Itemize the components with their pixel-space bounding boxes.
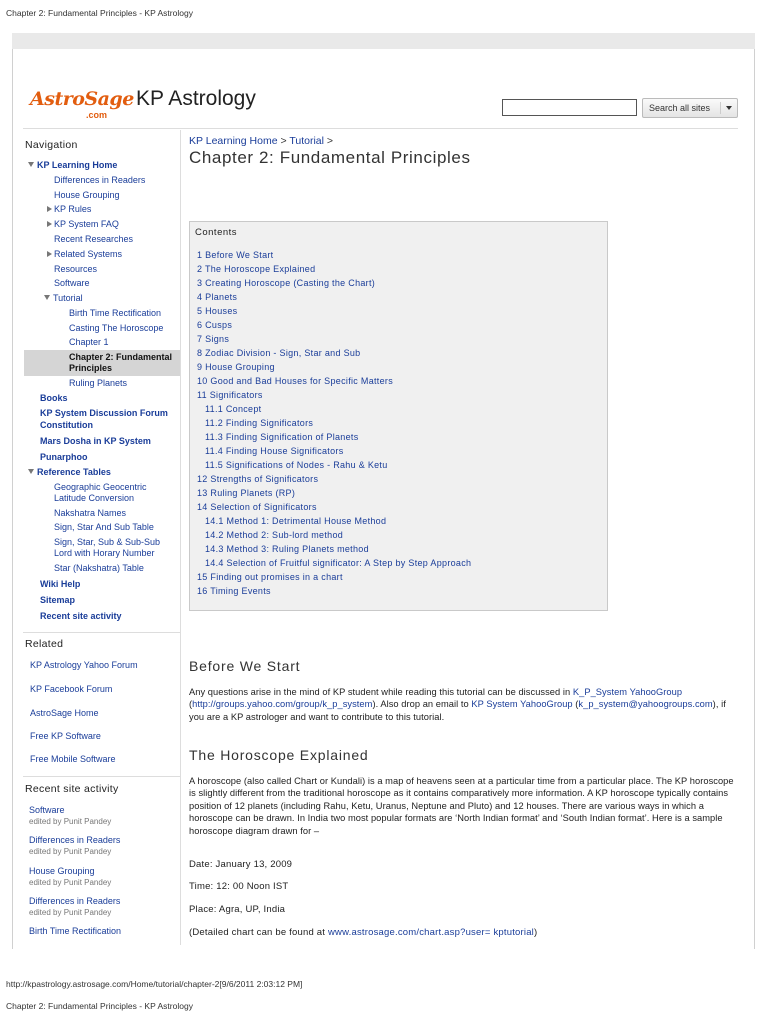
breadcrumb-kp-learning-home[interactable]: KP Learning Home: [189, 135, 278, 147]
toc-item-9-house-grouping[interactable]: 9 House Grouping: [197, 362, 275, 372]
sidebar-item-label: Books: [40, 393, 68, 403]
sidebar-item-kp-rules[interactable]: [47, 204, 91, 215]
sidebar-item-tutorial[interactable]: [44, 293, 83, 304]
related-heading: Related: [25, 638, 64, 650]
sidebar-item-house-grouping[interactable]: [54, 190, 120, 201]
toc-item-11-5-significations-of-nodes-rahu-ketu[interactable]: 11.5 Significations of Nodes - Rahu & Ketu: [205, 460, 388, 470]
related-link-kp-astrology-yahoo-forum[interactable]: KP Astrology Yahoo Forum: [30, 660, 138, 670]
sidebar-item-geographic-geocentric[interactable]: [54, 482, 147, 504]
toc-item-14-selection-of-significators[interactable]: 14 Selection of Significators: [197, 502, 317, 512]
sidebar-item-birth-time-rectification[interactable]: [69, 308, 161, 319]
sidebar-item-label: KP System Discussion Forum: [40, 408, 168, 418]
sidebar-item-label: Nakshatra Names: [54, 508, 127, 518]
sidebar-item-books[interactable]: [40, 393, 68, 404]
sidebar-item-label: Recent Researches: [54, 234, 134, 244]
sidebar-item-punarphoo[interactable]: [40, 452, 88, 463]
section-horoscope-explained-text: A horoscope (also called Chart or Kundali) is a map of heavens seen at a particular time from a particular place. The KP horoscope is slightly different from the traditional horoscope as it contains comparatively more information. A KP horoscope typically contains position of 12 planets (including Rahu, Ketu, Uranus, Neptune and Pluto) and 12 houses. There are various ways in which a horoscope can be drawn. In India two most popular formats are ‘North Indian format’ and ‘South Indian format’. Here is a sample horoscope diagram drawn for –: [189, 776, 734, 836]
recent-activity-editor: edited by Punit Pandey: [29, 847, 112, 856]
chevron-down-icon[interactable]: [726, 106, 732, 110]
breadcrumb: [189, 135, 333, 147]
header-divider: [23, 128, 738, 129]
sidebar-item-label: Geographic Geocentric: [54, 482, 147, 492]
toc-item-15-finding-out-promises-in-a-chart[interactable]: 15 Finding out promises in a chart: [197, 572, 343, 582]
toc-item-6-cusps[interactable]: 6 Cusps: [197, 320, 233, 330]
triangle-right-icon[interactable]: [47, 206, 52, 212]
page-title: Chapter 2: Fundamental Principles: [189, 148, 471, 167]
sidebar-item-label: KP System FAQ: [54, 219, 119, 229]
sidebar-section-divider: [23, 632, 180, 633]
sidebar-item-kp-system-faq[interactable]: [47, 219, 119, 230]
detailed-chart-note: [189, 927, 537, 938]
sidebar-section-divider: [23, 776, 180, 777]
sidebar-item-label: Punarphoo: [40, 452, 88, 462]
search-input[interactable]: [502, 99, 637, 116]
related-link-free-mobile-software[interactable]: Free Mobile Software: [30, 754, 116, 764]
sample-time: Time: 12: 00 Noon IST: [189, 881, 289, 892]
sidebar-item-label: Sign, Star And Sub Table: [54, 522, 154, 532]
site-title[interactable]: KP Astrology: [136, 87, 256, 110]
recent-activity-editor: edited by Punit Pandey: [29, 817, 112, 826]
sidebar-item-label: KP Learning Home: [37, 160, 118, 170]
yahoo-group-email-link[interactable]: KP System YahooGroup: [471, 699, 573, 710]
sidebar-item-recent-site-activity[interactable]: [40, 611, 122, 622]
recent-activity-link[interactable]: Birth Time Rectification: [29, 926, 122, 936]
sidebar-item-label: Principles: [69, 363, 113, 373]
sidebar-item-resources[interactable]: [54, 264, 97, 275]
recent-activity-link[interactable]: Software: [29, 805, 65, 815]
sidebar-item-kp-learning-home[interactable]: [28, 160, 117, 171]
section-heading-horoscope-explained: The Horoscope Explained: [189, 747, 369, 763]
related-link-astrosage-home[interactable]: AstroSage Home: [30, 708, 99, 718]
top-bar: [12, 33, 755, 49]
text-span: (: [572, 699, 579, 710]
sidebar-item-label: Latitude Conversion: [54, 493, 135, 503]
astrosage-logo[interactable]: [30, 88, 134, 126]
toc-title: Contents: [195, 227, 238, 238]
navigation-heading: Navigation: [25, 139, 78, 151]
toc-item-14-3-method-3-ruling-planets-method[interactable]: 14.3 Method 3: Ruling Planets method: [205, 544, 369, 554]
sidebar-item-label: Constitution: [40, 420, 93, 430]
sidebar-item-label: Reference Tables: [37, 467, 111, 477]
sidebar-item-label: Chapter 2: Fundamental: [69, 352, 173, 362]
recent-activity-heading: Recent site activity: [25, 783, 119, 795]
text-span: ). Also drop an email to: [372, 699, 472, 710]
yahoo-group-url-link[interactable]: http://groups.yahoo.com/group/k_p_system: [192, 699, 373, 710]
triangle-right-icon[interactable]: [47, 221, 52, 227]
toc-item-4-planets[interactable]: 4 Planets: [197, 292, 238, 302]
sidebar-item-label: Resources: [54, 264, 98, 274]
toc-item-5-houses[interactable]: 5 Houses: [197, 306, 238, 316]
related-link-free-kp-software[interactable]: Free KP Software: [30, 731, 101, 741]
sidebar-item-wiki-help[interactable]: [40, 579, 80, 590]
toc-item-11-2-finding-significators[interactable]: 11.2 Finding Significators: [205, 418, 314, 428]
toc-item-2-the-horoscope-explained[interactable]: 2 The Horoscope Explained: [197, 264, 316, 274]
sidebar-item-label: Tutorial: [53, 293, 83, 303]
triangle-down-icon[interactable]: [44, 295, 50, 300]
yahoo-group-link[interactable]: K_P_System YahooGroup: [572, 687, 683, 697]
toc-item-12-strengths-of-significators[interactable]: 12 Strengths of Significators: [197, 474, 319, 484]
sidebar-item-label: Star (Nakshatra) Table: [54, 563, 144, 573]
sidebar-divider: [180, 130, 181, 945]
sidebar-item-recent-researches[interactable]: [54, 234, 133, 245]
text-span: (: [189, 699, 193, 710]
detailed-chart-link[interactable]: www.astrosage.com/chart.asp?user= kptutorial: [327, 927, 534, 938]
sidebar-item-label: Chapter 1: [69, 337, 109, 347]
search-button-separator: [720, 102, 721, 114]
toc-item-13-ruling-planets-rp[interactable]: 13 Ruling Planets (RP): [197, 488, 296, 498]
sidebar-item-differences-in-readers[interactable]: [54, 175, 145, 186]
sidebar-item-software[interactable]: [54, 278, 90, 289]
breadcrumb-tutorial[interactable]: Tutorial: [289, 135, 324, 147]
toc-item-16-timing-events[interactable]: 16 Timing Events: [197, 586, 271, 596]
sidebar-item-label: Software: [54, 278, 90, 288]
toc-item-10-good-and-bad-houses-for-specific-matters[interactable]: 10 Good and Bad Houses for Specific Matters: [197, 376, 393, 386]
sidebar-item-mars-dosha-in-kp-system[interactable]: [40, 436, 151, 447]
breadcrumb-separator: >: [326, 135, 334, 147]
toc-item-11-significators[interactable]: 11 Significators: [197, 390, 263, 400]
print-footer-url: http://kpastrology.astrosage.com/Home/tutorial/chapter-2[9/6/2011 2:03:12 PM]: [6, 979, 303, 989]
sidebar-item-nakshatra-names[interactable]: [54, 508, 126, 519]
triangle-down-icon[interactable]: [28, 162, 34, 167]
recent-activity-editor: edited by Punit Pandey: [29, 878, 112, 887]
search-all-sites-button[interactable]: [642, 98, 738, 118]
sidebar-item-star-nakshatra-table[interactable]: [54, 563, 144, 574]
yahoo-group-email-address-link[interactable]: k_p_system@yahoogroups.com: [578, 699, 713, 710]
toc-item-3-creating-horoscope-casting-the-chart[interactable]: 3 Creating Horoscope (Casting the Chart): [197, 278, 376, 288]
sample-date: Date: January 13, 2009: [189, 859, 293, 870]
text-span: (Detailed chart can be found at: [189, 927, 328, 938]
section-heading-before-we-start: Before We Start: [189, 658, 301, 674]
toc-item-11-3-finding-signification-of-planets[interactable]: 11.3 Finding Signification of Planets: [205, 432, 359, 442]
sidebar-item-label: Mars Dosha in KP System: [40, 436, 151, 446]
sidebar-item-label: Differences in Readers: [54, 175, 146, 185]
toc-item-1-before-we-start[interactable]: 1 Before We Start: [197, 250, 274, 260]
sidebar-item-label: Birth Time Rectification: [69, 308, 162, 318]
section-before-we-start-text: [189, 686, 737, 723]
sidebar-item-label: Casting The Horoscope: [69, 323, 164, 333]
text-span: Any questions arise in the mind of KP student while reading this tutorial can be discussed in: [189, 687, 573, 697]
toc-item-14-2-method-2-sub-lord-method[interactable]: 14.2 Method 2: Sub-lord method: [205, 530, 344, 540]
toc-item-14-4-selection-of-fruitful-significator-a-step-by-step-approach[interactable]: 14.4 Selection of Fruitful significator: A Step by Step Approach: [205, 558, 472, 568]
sidebar-item-label: Ruling Planets: [69, 378, 128, 388]
table-of-contents: [189, 221, 608, 611]
sidebar-item-label: Recent site activity: [40, 611, 122, 621]
toc-item-14-1-method-1-detrimental-house-method[interactable]: 14.1 Method 1: Detrimental House Method: [205, 516, 387, 526]
search-button-label: Search all sites: [649, 103, 711, 113]
sidebar-item-label: KP Rules: [54, 204, 92, 214]
related-link-kp-facebook-forum[interactable]: KP Facebook Forum: [30, 684, 113, 694]
toc-item-11-4-finding-house-significators[interactable]: 11.4 Finding House Significators: [205, 446, 344, 456]
triangle-down-icon[interactable]: [28, 469, 34, 474]
sidebar-item-label: Wiki Help: [40, 579, 81, 589]
recent-activity-link[interactable]: House Grouping: [29, 866, 95, 876]
logo-domain: .com: [86, 110, 108, 120]
logo-wordmark: AstroSage: [30, 88, 134, 110]
sidebar-item-sign-star-and-sub-table[interactable]: [54, 522, 154, 533]
sidebar-item-related-systems[interactable]: [47, 249, 122, 260]
breadcrumb-separator: >: [280, 135, 287, 147]
sidebar-item-kp-system-discussion-forum[interactable]: [40, 408, 168, 419]
sidebar-item-constitution[interactable]: [40, 420, 93, 431]
recent-activity-link[interactable]: Differences in Readers: [29, 896, 121, 906]
print-header-title: Chapter 2: Fundamental Principles - KP Astrology: [6, 8, 193, 18]
text-span: ), if you are a KP astrologer and want to contribute to this tutorial.: [189, 699, 726, 722]
sidebar-item-chapter-1[interactable]: [69, 337, 109, 348]
text-span: ): [534, 927, 538, 938]
recent-activity-link[interactable]: Differences in Readers: [29, 835, 121, 845]
sidebar-item-reference-tables[interactable]: [28, 467, 111, 478]
sidebar-item-casting-the-horoscope[interactable]: [69, 323, 163, 334]
sidebar-item-label: Sitemap: [40, 595, 76, 605]
print-footer-title: Chapter 2: Fundamental Principles - KP Astrology: [6, 1001, 193, 1011]
sidebar-item-label: House Grouping: [54, 190, 120, 200]
toc-item-11-1-concept[interactable]: 11.1 Concept: [205, 404, 262, 414]
toc-item-8-zodiac-division-sign-star-and-sub[interactable]: 8 Zodiac Division - Sign, Star and Sub: [197, 348, 361, 358]
sidebar-item-label: Related Systems: [54, 249, 123, 259]
sample-place: Place: Agra, UP, India: [189, 904, 286, 915]
triangle-right-icon[interactable]: [47, 251, 52, 257]
recent-activity-editor: edited by Punit Pandey: [29, 908, 112, 917]
sidebar-item-label: Lord with Horary Number: [54, 548, 155, 558]
sidebar-item-sitemap[interactable]: [40, 595, 75, 606]
toc-item-7-signs[interactable]: 7 Signs: [197, 334, 230, 344]
sidebar-item-ruling-planets[interactable]: [69, 378, 127, 389]
sidebar-item-sign-star-sub-sub-sub[interactable]: [54, 537, 160, 559]
sidebar-item-chapter-2-fundamental[interactable]: [69, 352, 172, 374]
sidebar-item-label: Sign, Star, Sub & Sub-Sub: [54, 537, 161, 547]
